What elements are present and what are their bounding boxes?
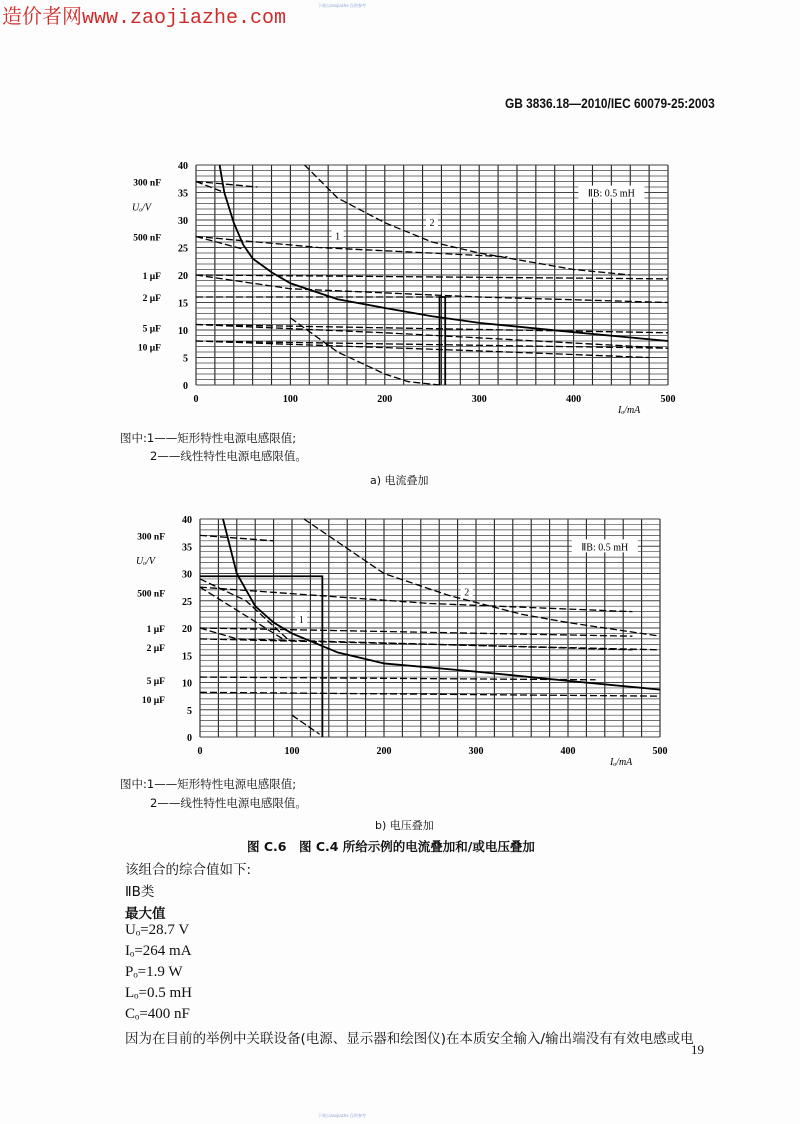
y-tick-label: 40	[178, 161, 188, 172]
x-tick-label: 500	[660, 394, 676, 405]
legend-note-2: 2——线性特性电源电感限值。	[150, 449, 307, 463]
capacitance-label: 300 nF	[137, 532, 165, 543]
capacitance-label: 500 nF	[137, 589, 165, 600]
y-tick-label: 5	[183, 353, 188, 365]
y-tick-label: 20	[178, 271, 188, 282]
series-300nF	[196, 182, 257, 188]
value-lo: Lₒ=0.5 mH	[125, 985, 192, 1001]
capacitance-label: 5 μF	[146, 676, 165, 687]
y-tick-label: 10	[182, 678, 192, 690]
y-tick-label: 35	[178, 188, 188, 200]
capacitance-label: 300 nF	[133, 178, 161, 189]
figure-caption: 图 C.6 图 C.4 所给示例的电流叠加和/或电压叠加	[247, 839, 535, 854]
y-tick-label: 30	[182, 569, 192, 581]
chart-current-superposition	[0, 150, 800, 420]
capacitance-label: 1 μF	[146, 625, 165, 635]
intro-text: 该组合的综合值如下:	[125, 862, 252, 878]
y-tick-label: 20	[182, 624, 192, 635]
capacitance-label: 2 μF	[142, 294, 161, 304]
y-tick-label: 0	[187, 733, 192, 744]
y-tick-label: 10	[178, 326, 188, 337]
value-co: Cₒ=400 nF	[125, 1006, 190, 1022]
x-tick-label: 300	[468, 746, 484, 757]
x-axis-label: Iₒ/mA	[610, 757, 633, 768]
y-tick-label: 40	[182, 515, 192, 526]
x-axis-label: Iₒ/mA	[618, 405, 641, 416]
series-1uF-b	[196, 275, 668, 303]
subcaption-b: b) 电压叠加	[375, 819, 434, 832]
chart-voltage-superposition	[0, 505, 800, 775]
subcaption-a: a) 电流叠加	[370, 474, 429, 487]
annotation-label: 2	[429, 217, 435, 229]
annotation-label: ⅡB: 0.5 mH	[587, 188, 635, 200]
x-tick-label: 100	[282, 394, 298, 405]
x-tick-label: 300	[471, 394, 487, 405]
y-tick-label: 25	[178, 243, 188, 255]
x-tick-label: 200	[376, 746, 392, 757]
series-curve-2	[304, 519, 660, 636]
watermark-url: www.zaojiazhe.com	[82, 7, 287, 30]
y-axis-label: Uₒ/V	[132, 202, 151, 214]
y-tick-label: 15	[182, 651, 192, 663]
annotation-label: ⅡB: 0.5 mH	[581, 542, 629, 554]
annotation-label: 1	[298, 614, 304, 626]
x-tick-label: 400	[566, 394, 582, 405]
legend-note-2b: 2——线性特性电源电感限值。	[150, 796, 307, 810]
group-text: ⅡB类	[125, 884, 155, 900]
capacitance-label: 10 μF	[137, 343, 161, 354]
standard-number: GB 3836.18—2010/IEC 60079-25:2003	[505, 95, 715, 111]
y-tick-label: 0	[183, 381, 188, 392]
series-5uF	[196, 325, 668, 333]
watermark-small-top: 下载自zaojiazhe 仅供参考	[318, 3, 367, 8]
legend-note-1b: 图中:1——矩形特性电源电感限值;	[120, 777, 297, 791]
capacitance-label: 2 μF	[146, 644, 165, 655]
y-tick-label: 25	[182, 596, 192, 608]
legend-note-1: 图中:1——矩形特性电源电感限值;	[120, 431, 297, 445]
x-tick-label: 0	[197, 746, 203, 757]
paragraph-text: 因为在目前的举例中关联设备(电源、显示器和绘图仪)在本质安全输入/输出端没有有效电感或电	[125, 1031, 694, 1047]
value-io: Iₒ=264 mA	[125, 943, 192, 959]
page-number: 19	[691, 1042, 704, 1057]
x-tick-label: 200	[377, 394, 393, 405]
series-1uF	[196, 275, 668, 279]
x-tick-label: 0	[193, 394, 199, 405]
y-tick-label: 5	[187, 705, 192, 717]
capacitance-label: 1 μF	[142, 272, 161, 282]
capacitance-label: 500 nF	[133, 233, 161, 244]
value-po: Pₒ=1.9 W	[125, 964, 183, 980]
annotation-label: 1	[335, 231, 341, 243]
y-axis-label: Uₒ/V	[136, 555, 155, 567]
y-tick-label: 35	[182, 542, 192, 554]
x-tick-label: 400	[560, 746, 576, 757]
watermark-cn: 造价者网	[2, 4, 82, 28]
y-tick-label: 15	[178, 298, 188, 310]
x-tick-label: 500	[652, 746, 668, 757]
x-tick-label: 100	[284, 746, 300, 757]
capacitance-label: 5 μF	[142, 324, 161, 335]
capacitance-label: 10 μF	[141, 695, 165, 706]
value-uo: Uₒ=28.7 V	[125, 922, 190, 938]
y-tick-label: 30	[178, 216, 188, 227]
watermark-small-bottom: 下载自zaojiazhe 仅供参考	[318, 1113, 367, 1118]
annotation-label: 2	[464, 587, 470, 599]
series-10uF	[200, 692, 660, 696]
max-heading: 最大值	[125, 906, 166, 922]
watermark	[2, 0, 286, 30]
